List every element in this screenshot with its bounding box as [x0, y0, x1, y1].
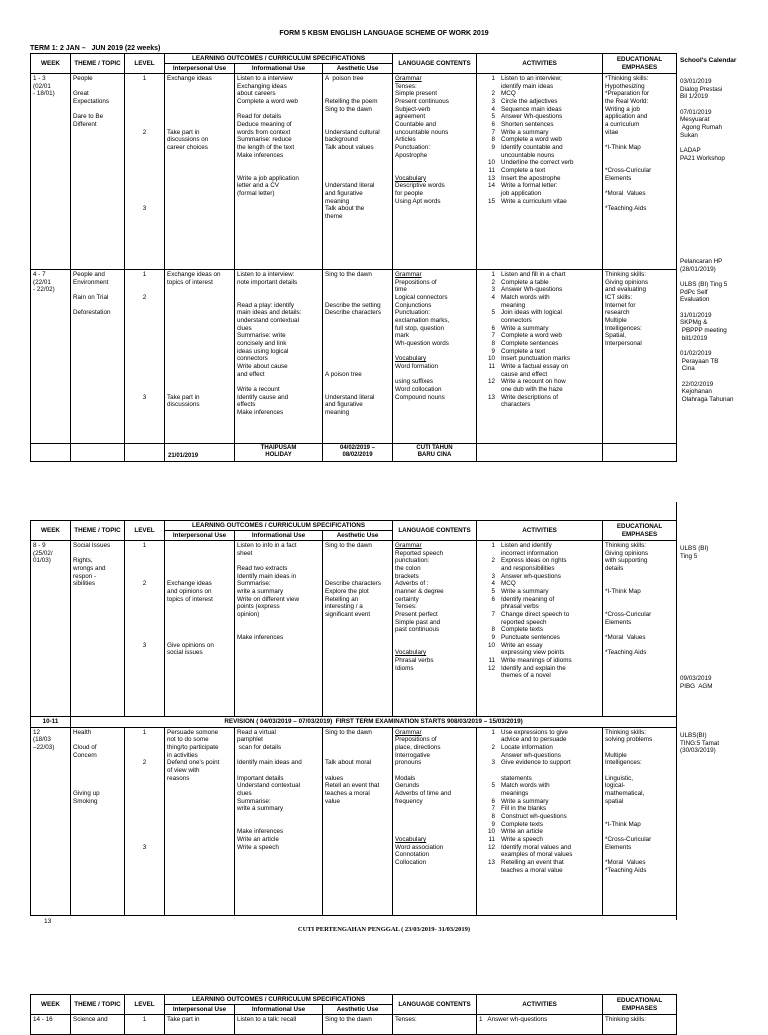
header-week: WEEK — [31, 521, 71, 541]
activity-item — [479, 348, 600, 356]
aesthetic-cell: Sing to the dawn Talk about moral values Retell an event that teaches a moral value — [323, 727, 393, 915]
emphases-cell: Thinking skills: solving problems Multiple Intelligences: Linguistic, logical- mathematical, spatial *I-Think Map *Cross-Curicular Elements *Moral Values *Teaching Aids — [603, 727, 677, 915]
activity-text: Answer wh-questions — [501, 572, 561, 580]
activity-number: 13 — [488, 393, 496, 401]
header-outcomes: LEARNING OUTCOMES / CURRICULUM SPECIFICATIONS — [165, 995, 393, 1005]
activity-item — [479, 603, 600, 611]
language-cell: Grammar Reported speech punctuation: the colon brackets Adverbs of : manner & degree certainty Tenses: Present perfect Simple past and past continuous Vocabulary Phrasal verbs Idioms — [393, 541, 477, 717]
activity-item — [479, 775, 600, 783]
level-cell: 1 2 3 — [125, 541, 165, 717]
activity-text: Circle the adjectives — [501, 98, 558, 106]
activity-item — [479, 159, 600, 167]
activity-item — [479, 665, 600, 673]
revision-row — [31, 717, 677, 728]
activity-text: Write a summary — [501, 797, 549, 805]
interpersonal-cell: Exchange ideas on topics of interest Take part in discussions — [165, 270, 235, 444]
activity-text: teaches a moral value — [501, 866, 563, 874]
activity-text: Write a summary — [501, 128, 549, 136]
activity-number: 10 — [488, 641, 496, 649]
activity-item — [479, 836, 600, 844]
activity-text: Underline the correct verb — [501, 159, 574, 167]
activity-number: 15 — [488, 197, 496, 205]
calendar-cell: ULBS(BI) TING:5 Tamat (30/03/2019) — [680, 732, 720, 755]
activity-text: job application — [501, 190, 542, 198]
header-activities: ACTIVITIES — [477, 521, 603, 541]
theme-cell: People Great Expectations Dare to Be Different — [71, 74, 125, 270]
activity-item — [479, 649, 600, 657]
activity-text: Write a summary — [501, 324, 549, 332]
aesthetic-cell: Sing to the dawn — [323, 1015, 393, 1035]
activity-text: Write meanings of idioms — [501, 657, 572, 665]
header-language: LANGUAGE CONTENTS — [393, 995, 477, 1015]
level-cell: 1 2 3 — [125, 270, 165, 444]
cny-date: 04/02/2019 – 08/02/2019 — [323, 444, 393, 462]
activity-number: 6 — [491, 121, 496, 129]
week-cell: 12 (18/03 –22/03) — [31, 727, 71, 915]
activity-item — [479, 859, 600, 867]
header-interpersonal: Interpersonal Use — [165, 531, 235, 541]
activity-text: Complete a text — [501, 347, 546, 355]
activity-item — [479, 767, 600, 775]
activity-text: advice and to persuade — [501, 736, 567, 744]
activity-text: Identify countable and — [501, 144, 563, 152]
activity-text: Identify moral values and — [501, 843, 572, 851]
term-label: TERM 1: 2 JAN – JUN 2019 (22 weeks) — [30, 45, 161, 52]
activity-item — [479, 136, 600, 144]
language-cell: Grammar Tenses: Simple present Present continuous Subject-verb agreement Countable and uncountable nouns Articles Punctuation: Apostrophe Vocabulary Descriptive words for people Using Apt words — [393, 74, 477, 270]
week-cell: 4 - 7 (22/01 - 22/02) — [31, 270, 71, 444]
activity-item — [479, 325, 600, 333]
activity-item — [479, 759, 600, 767]
activity-text: Shorten sentences — [501, 121, 554, 129]
activity-text: Use expressions to give — [501, 728, 568, 736]
activity-text: themes of a novel — [501, 672, 551, 680]
emphases-cell: Thinking skills: — [603, 1015, 677, 1035]
activity-item — [479, 588, 600, 596]
activities-cell — [477, 727, 603, 915]
activity-item — [479, 378, 600, 386]
header-theme: THEME / TOPIC — [71, 995, 125, 1015]
activity-number: 1 — [491, 728, 496, 736]
header-aesthetic: Aesthetic Use — [323, 531, 393, 541]
activity-item — [479, 619, 600, 627]
activity-text: Fill in the blanks — [501, 805, 547, 813]
activity-number: 2 — [491, 90, 496, 98]
table-row — [31, 727, 677, 915]
activity-text: Insert the apostrophe — [501, 174, 561, 182]
activities-cell — [477, 74, 603, 270]
activity-text: and responsibilities — [501, 565, 555, 573]
informational-cell: Listen to a talk: recall — [235, 1015, 323, 1035]
activity-text: expressing view points — [501, 649, 565, 657]
activity-item — [479, 729, 600, 737]
activity-text: Express ideas on rights — [501, 557, 567, 565]
activity-number: 2 — [491, 278, 496, 286]
activities-cell — [477, 541, 603, 717]
week-cell: 8 - 9 (25/02/ 01/03) — [31, 541, 71, 717]
table-row — [31, 541, 677, 717]
activity-number: 6 — [491, 797, 496, 805]
language-cell: Grammar Prepositions of place, directions Interrogative pronouns Modals Gerunds Adverbs of time and frequency Vocabulary Word association Connotation Collocation — [393, 727, 477, 915]
level-cell: 1 2 3 — [125, 74, 165, 270]
header-language: LANGUAGE CONTENTS — [393, 54, 477, 74]
activity-item — [479, 113, 600, 121]
informational-cell: Read a virtual pamphlet scan for details Identify main ideas and Important details Understand contextual clues Summarise: write a summary Make inferences Write an article Write a speech — [235, 727, 323, 915]
table-row — [31, 270, 677, 444]
activities-cell: 1 Answer wh-questions — [477, 1015, 603, 1035]
activity-text: Give evidence to support — [501, 759, 571, 767]
activity-text: Complete sentences — [501, 340, 559, 348]
activity-item — [479, 121, 600, 129]
activity-text: meanings — [501, 790, 529, 798]
interpersonal-cell: Persuade somone not to do some thing/to participate in activities Defend one's point of view with reasons — [165, 727, 235, 915]
activity-number: 9 — [491, 820, 496, 828]
activity-item — [479, 805, 600, 813]
activity-number: 2 — [491, 744, 496, 752]
activity-number: 5 — [491, 588, 496, 596]
activity-number: 6 — [491, 595, 496, 603]
calendar-cell: 03/01/2019 Dialog Prestasi Bil 1/2019 07/01/2019 Mesyuarat Agong Rumah Sukan LADAP PA21 Workshop — [680, 78, 725, 162]
activity-text: one dub with the haze — [501, 386, 563, 394]
activity-item — [479, 401, 600, 409]
activity-item — [479, 752, 600, 760]
theme-cell: Health Cloud of Concern Giving up Smoking — [71, 727, 125, 915]
activity-item — [479, 634, 600, 642]
activity-item — [479, 144, 600, 152]
activity-text: connectors — [501, 317, 532, 325]
activity-number: 5 — [491, 309, 496, 317]
header-interpersonal: Interpersonal Use — [165, 64, 235, 74]
activity-number: 4 — [491, 580, 496, 588]
informational-cell: Listen to info in a fact sheet Read two extracts Identify main ideas in Summarise: write a summary Write on different view points (express opinion) Make inferences — [235, 541, 323, 717]
activity-item — [479, 98, 600, 106]
revision-week: 10-11 — [31, 717, 71, 728]
header-emphases: EDUCATIONAL EMPHASES — [603, 521, 677, 541]
activity-number: 4 — [491, 105, 496, 113]
activity-text: Locate information — [501, 744, 553, 752]
thaipusam-label: THAIPUSAM HOLIDAY — [235, 444, 323, 462]
activity-item — [479, 286, 600, 294]
calendar-header: School's Calendar — [680, 57, 737, 64]
activity-number: 1 — [491, 75, 496, 82]
activity-item — [479, 90, 600, 98]
activity-number: 10 — [488, 828, 496, 836]
activity-text: Match words with — [501, 782, 550, 790]
activity-item — [479, 565, 600, 573]
table-row — [31, 1015, 677, 1035]
activity-text: Complete texts — [501, 626, 544, 634]
activity-item — [479, 573, 600, 581]
activity-text: Retelling an event that — [501, 859, 564, 867]
activity-item — [479, 626, 600, 634]
header-emphases: EDUCATIONAL EMPHASES — [603, 995, 677, 1015]
activity-text: Construct wh-questions — [501, 813, 567, 821]
activity-number: 8 — [491, 813, 496, 821]
activity-text: MCQ — [501, 580, 516, 588]
header-level: LEVEL — [125, 54, 165, 74]
activity-text: identify main ideas — [501, 82, 554, 90]
activity-number: 12 — [488, 843, 496, 851]
activity-item — [479, 642, 600, 650]
activity-number: 13 — [488, 174, 496, 182]
activity-number: 9 — [491, 347, 496, 355]
activity-item — [479, 550, 600, 558]
activity-item — [479, 167, 600, 175]
header-week: WEEK — [31, 54, 71, 74]
activity-item — [479, 611, 600, 619]
activity-item — [479, 596, 600, 604]
activity-number: 12 — [488, 664, 496, 672]
emphases-cell: Thinking skills: Giving opinions and evaluating ICT skills: Internet for research Multiple Intelligences: Spatial, Interpersonal — [603, 270, 677, 444]
activity-item — [479, 279, 600, 287]
page-number: 13 — [44, 918, 52, 925]
activity-number: 5 — [491, 782, 496, 790]
activity-number: 13 — [488, 859, 496, 867]
activity-text: Listen to an interview; — [501, 75, 562, 82]
activity-item — [479, 867, 600, 875]
header-activities: ACTIVITIES — [477, 995, 603, 1015]
informational-cell: Listen to a interview Exchanging ideas about careers Complete a word web Read for details Deduce meaning of words from context Summarise: reduce the length of the text Make inferences Write a job application letter and a CV (formal letter) — [235, 74, 323, 270]
activity-item — [479, 317, 600, 325]
activity-item — [479, 657, 600, 665]
activity-item — [479, 175, 600, 183]
activity-number: 7 — [491, 611, 496, 619]
activity-item — [479, 790, 600, 798]
level-cell: 1 — [125, 1015, 165, 1035]
aesthetic-cell: Sing to the dawn Describe the setting Describe characters A poison tree Understand literal and figurative meaning — [323, 270, 393, 444]
activity-text: Answer Wh-questions — [501, 113, 563, 121]
header-aesthetic: Aesthetic Use — [323, 1005, 393, 1015]
activity-text: uncountable nouns — [501, 151, 555, 159]
revision-text: REVISION ( 04/03/2019 – 07/03/2019) FIRST TERM EXAMINATION STARTS 908/03/2019 – 15/03/2019) — [71, 717, 677, 728]
activity-number: 7 — [491, 332, 496, 340]
activity-text: Insert punctuation marks — [501, 355, 570, 363]
interpersonal-cell: Exchange ideas and opinions on topics of interest Give opinions on social issues — [165, 541, 235, 717]
activity-item — [479, 580, 600, 588]
activity-text: examples of moral values — [501, 851, 573, 859]
activity-item — [479, 83, 600, 91]
header-outcomes: LEARNING OUTCOMES / CURRICULUM SPECIFICATIONS — [165, 521, 393, 531]
activity-item — [479, 309, 600, 317]
activity-text: Answer Wh-questions — [501, 286, 563, 294]
activity-item — [479, 542, 600, 550]
emphases-cell: Thinking skills: Giving opinions with supporting details *I-Think Map *Cross-Curicular Elements *Moral Values *Teaching Aids — [603, 541, 677, 717]
activity-item — [479, 371, 600, 379]
activity-text: Write a recount on how — [501, 378, 566, 386]
activity-text: Write a factual essay on — [501, 363, 569, 371]
activity-text: Answer wh-questions — [501, 751, 561, 759]
activity-text: Listen and identify — [501, 542, 552, 549]
activity-number: 10 — [488, 355, 496, 363]
language-cell: Tenses: — [393, 1015, 477, 1035]
page-title: FORM 5 KBSM ENGLISH LANGUAGE SCHEME OF WORK 2019 — [279, 30, 489, 37]
activity-item — [479, 782, 600, 790]
activity-item — [479, 340, 600, 348]
calendar-column-line — [676, 502, 677, 920]
header-activities: ACTIVITIES — [477, 54, 603, 74]
activity-number: 9 — [491, 634, 496, 642]
activity-item — [479, 844, 600, 852]
activity-item — [479, 821, 600, 829]
activity-text: Punctuate sentences — [501, 634, 560, 642]
thaipusam-date: 21/01/2019 — [168, 453, 199, 459]
activity-item — [479, 294, 600, 302]
activity-number: 9 — [491, 144, 496, 152]
activity-number: 11 — [488, 167, 496, 175]
level-cell: 1 2 3 — [125, 727, 165, 915]
activity-text: Write a speech — [501, 836, 543, 844]
activity-text: Write an essay — [501, 641, 543, 649]
activity-item — [479, 736, 600, 744]
activity-text: MCQ — [501, 90, 516, 98]
calendar-cell: ULBS (BI) Ting 5 09/03/2019 PIBG AGM — [680, 545, 713, 691]
activity-item — [479, 813, 600, 821]
table-row — [31, 74, 677, 270]
activity-text: Complete a word web — [501, 332, 562, 340]
activity-text: Match words with — [501, 294, 550, 302]
language-cell: Grammar Prepositions of time Logical connectors Conjunctions Punctuation: exclamation marks, full stop, question mark Wh-question words Vocabulary Word formation using suffixes Word collocation Compound nouns — [393, 270, 477, 444]
activity-number: 7 — [491, 128, 496, 136]
theme-cell: People and Environment Rain on Trial Deforestation — [71, 270, 125, 444]
scheme-table-2 — [30, 520, 677, 916]
week-cell: 14 - 16 — [31, 1015, 71, 1035]
header-week: WEEK — [31, 995, 71, 1015]
theme-cell: Social Issues Rights, wrongs and respon - sibilities — [71, 541, 125, 717]
activity-text: Identify meaning of — [501, 595, 555, 603]
header-level: LEVEL — [125, 521, 165, 541]
activity-item — [479, 190, 600, 198]
activity-item — [479, 271, 600, 279]
activity-text: Write a formal letter: — [501, 182, 558, 190]
activity-number: 4 — [491, 294, 496, 302]
activity-text: Listen and fill in a chart — [501, 271, 566, 278]
header-outcomes: LEARNING OUTCOMES / CURRICULUM SPECIFICATIONS — [165, 54, 393, 64]
scheme-table-1 — [30, 53, 677, 462]
activity-item — [479, 75, 600, 83]
cny-label: CUTI TAHUN BARU CINA — [393, 444, 477, 462]
activity-number: 2 — [491, 557, 496, 565]
activity-number: 11 — [488, 363, 496, 371]
activity-item — [479, 744, 600, 752]
header-informational: Informational Use — [235, 531, 323, 541]
activity-number: 11 — [488, 836, 496, 844]
emphases-cell: *Thinking skills: Hypothesizing *Preparation for the Real World: Writing a job application and a curriculum vitae *I-Think Map *Cross-Curicular Elements *Moral Values *Teaching Aids — [603, 74, 677, 270]
activity-number: 10 — [488, 159, 496, 167]
activity-item — [479, 129, 600, 137]
activity-number: 3 — [491, 98, 496, 106]
activity-text: Complete a text — [501, 167, 546, 175]
header-interpersonal: Interpersonal Use — [165, 1005, 235, 1015]
activity-number: 8 — [491, 340, 496, 348]
header-theme: THEME / TOPIC — [71, 54, 125, 74]
header-theme: THEME / TOPIC — [71, 521, 125, 541]
activity-number: 1 — [491, 271, 496, 278]
activity-text: incorrect information — [501, 549, 559, 557]
activity-item — [479, 557, 600, 565]
activity-text: statements — [501, 774, 532, 782]
activity-number: 1 — [491, 542, 496, 549]
calendar-cell: Pelancaran HP (28/01/2019) ULBS (BI) Ting 5 PdPc Self Evaluation 31/01/2019 SKPMg & PBPPP meeting bil1/2019 01/02/2019 Perayaan TB Cina 22/02/2019 Kejohanan Olahraga Tahunan — [680, 258, 734, 404]
header-level: LEVEL — [125, 995, 165, 1015]
informational-cell: Listen to a interview: note important details Read a play: identify main ideas and details: understand contextual clues Summarise: write concisely and link ideas using logical connectors Write about cause and effect Write a recount Identify cause and effects Make inferences — [235, 270, 323, 444]
activity-number: 12 — [488, 378, 496, 386]
holiday-row — [31, 444, 677, 462]
header-emphases: EDUCATIONAL EMPHASES — [603, 54, 677, 74]
aesthetic-cell: A poison tree Retelling the poem Sing to the dawn Understand cultural background Talk about values Understand literal and figurative meaning Talk about the theme — [323, 74, 393, 270]
interpersonal-cell: Exchange ideas Take part in discussions on career choices — [165, 74, 235, 270]
activity-text: Write descriptions of — [501, 393, 558, 401]
activity-item — [479, 182, 600, 190]
activity-item — [479, 355, 600, 363]
activity-text: Sequence main ideas — [501, 105, 562, 113]
activity-number: 8 — [491, 626, 496, 634]
activity-text: Write a curriculum vitae — [501, 197, 567, 205]
activity-item — [479, 302, 600, 310]
activity-text: Write a summary — [501, 588, 549, 596]
activity-text: meaning — [501, 301, 526, 309]
activity-item — [479, 828, 600, 836]
activity-number: 7 — [491, 805, 496, 813]
activity-number: 3 — [491, 572, 496, 580]
activity-number: 5 — [491, 113, 496, 121]
activity-item — [479, 198, 600, 206]
header-informational: Informational Use — [235, 64, 323, 74]
activity-text: Complete texts — [501, 820, 544, 828]
activity-text: characters — [501, 401, 531, 409]
activity-item — [479, 798, 600, 806]
activity-text: Identify and explain the — [501, 664, 566, 672]
aesthetic-cell: Sing to the dawn Describe characters Explore the plot Retelling an interesting / a significant event — [323, 541, 393, 717]
activity-number: 3 — [491, 759, 496, 767]
interpersonal-cell: Take part in — [165, 1015, 235, 1035]
theme-cell: Science and — [71, 1015, 125, 1035]
activity-item — [479, 394, 600, 402]
activity-item — [479, 332, 600, 340]
activity-text: reported speech — [501, 618, 547, 626]
activity-item — [479, 106, 600, 114]
activity-text: Join ideas with logical — [501, 309, 562, 317]
activities-cell — [477, 270, 603, 444]
activity-item — [479, 386, 600, 394]
week-cell: 1 - 3 (02/01 - 18/01) — [31, 74, 71, 270]
activity-text: Write an article — [501, 828, 543, 836]
header-aesthetic: Aesthetic Use — [323, 64, 393, 74]
mid-term-holiday-note: CUTI PERTENGAHAN PENGGAL ( 23/03/2019- 31/03/2019) — [297, 926, 471, 933]
header-language: LANGUAGE CONTENTS — [393, 521, 477, 541]
activity-text: phrasal verbs — [501, 603, 539, 611]
activity-number: 6 — [491, 324, 496, 332]
scheme-table-3 — [30, 994, 677, 1035]
activity-number: 3 — [491, 286, 496, 294]
activity-item — [479, 363, 600, 371]
activity-number: 14 — [488, 182, 496, 190]
activity-text: Complete a table — [501, 278, 549, 286]
header-informational: Informational Use — [235, 1005, 323, 1015]
activity-text: Change direct speech to — [501, 611, 570, 619]
activity-number: 8 — [491, 136, 496, 144]
activity-item — [479, 672, 600, 680]
activity-item — [479, 152, 600, 160]
activity-text: Complete a word web — [501, 136, 562, 144]
activity-number: 11 — [488, 657, 496, 665]
activity-text: cause and effect — [501, 370, 548, 378]
activity-item — [479, 851, 600, 859]
